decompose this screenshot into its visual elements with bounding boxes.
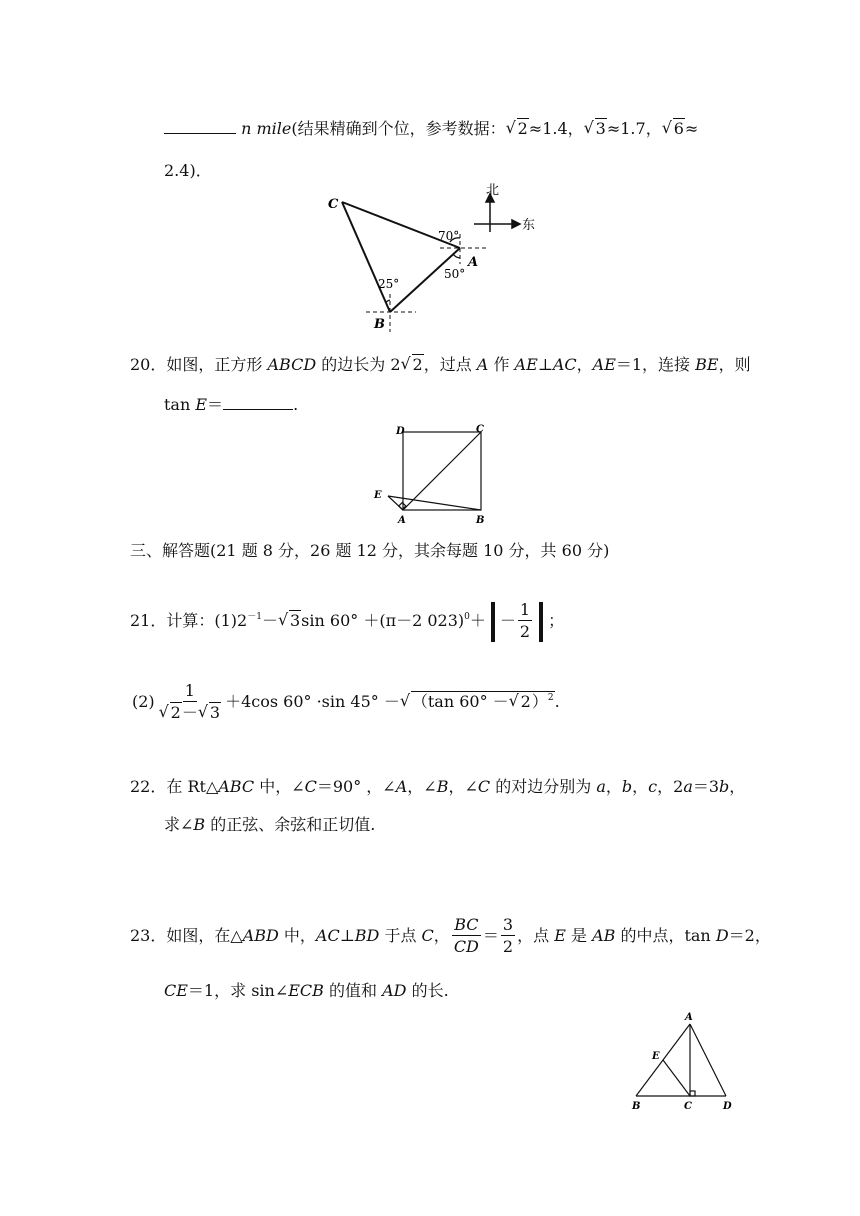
q21-part1: 21．计算：$(1)2^{-1}-$ √ 3sin 60° ＋(π－2 023)$^0$＋ － $\frac{1}{2}$ ； <box>130 600 565 641</box>
var-abcd: ABCD <box>267 355 317 374</box>
q20-number: 20． <box>130 355 167 374</box>
sqrt-3: √ 3 <box>583 118 606 138</box>
q22-line1: 22．在 Rt△ABC 中，∠C＝90° ，∠A，∠B，∠C 的对边分别为 a，b，c，2a＝3b， <box>130 777 746 796</box>
segment-ce <box>663 1060 690 1096</box>
q19-figure <box>320 182 540 332</box>
sqrt-2: √ 2 <box>505 118 528 138</box>
label-c: C <box>328 197 339 212</box>
angle-25: 25° <box>378 277 400 291</box>
label-b: B <box>374 317 385 332</box>
ref1-value: ≈1.4， <box>528 119 584 138</box>
unit-text: n mile <box>241 119 292 138</box>
q22-line2: 求∠B 的正弦、余弦和正切值. <box>164 815 376 834</box>
q21-part2: (2) 1 √ 2－ √ 3 ＋4cos 60° ·sin 45° － √ （tan 60° － √ 2）$^2$. <box>132 681 560 722</box>
east-label: 东 <box>522 218 536 233</box>
fraction-reciprocal: 1 √ 2－ √ 3 <box>158 681 221 722</box>
q19-answer-line <box>164 118 698 140</box>
answer-blank <box>164 119 236 134</box>
q23-line2: CE＝1，求 sin∠ECB 的值和 AD 的长. <box>164 981 449 1000</box>
abs-bar-right <box>539 602 543 642</box>
answer-blank <box>223 395 293 410</box>
q19-answer-line2: 2.4)． <box>164 161 212 180</box>
sqrt-expression: √ （tan 60° － √ 2）$^2$ <box>399 691 554 711</box>
sqrt-6: √ 6 <box>661 118 684 138</box>
q22-number: 22． <box>130 777 167 796</box>
angle-50: 50° <box>444 267 466 281</box>
label-b: B <box>476 515 485 526</box>
q20-line1: 20．如图，正方形 ABCD 的边长为 2 √ 2，过点 A 作 AE⊥AC，AE＝1，连接 BE，则 <box>130 354 751 374</box>
sqrt-2: √ 2 <box>400 354 423 374</box>
label-d: D <box>396 426 405 437</box>
sqrt-3: √ 3 <box>277 610 301 630</box>
ref3-value: ≈ <box>684 119 699 138</box>
q23-figure <box>626 1008 746 1116</box>
north-label: 北 <box>486 183 500 198</box>
segment-ad <box>690 1024 726 1096</box>
label-a: A <box>468 255 479 270</box>
q20-figure <box>366 420 496 530</box>
label-e: E <box>374 490 382 501</box>
label-b: B <box>632 1101 641 1112</box>
ref2-value: ≈1.7， <box>606 119 662 138</box>
label-a: A <box>685 1012 693 1023</box>
label-c: C <box>684 1101 692 1112</box>
label-c: C <box>476 424 484 435</box>
label-a: A <box>398 515 406 526</box>
abs-bar-left <box>491 602 495 642</box>
q23-line1: 23．如图，在△ABD 中，AC⊥BD 于点 C， $\frac{BC}{CD}$ ＝ $\frac{3}{2}$ ，点 E 是 AB 的中点，tan D＝2， <box>130 915 771 956</box>
label-e: E <box>652 1051 660 1062</box>
section-title: 三、解答题(21 题 8 分，26 题 12 分，其余每题 10 分，共 60 分) <box>130 541 610 560</box>
fraction-half: $\frac{1}{2}$ <box>519 600 531 641</box>
q20-line2: tan E＝ . <box>164 395 299 414</box>
label-d: D <box>723 1101 732 1112</box>
q23-number: 23． <box>130 926 167 945</box>
fraction-3-2: $\frac{3}{2}$ <box>502 915 514 956</box>
q21-number: 21． <box>130 611 167 630</box>
fraction-bc-cd: $\frac{BC}{CD}$ <box>453 915 479 956</box>
note-text: (结果精确到个位，参考数据： <box>291 119 506 138</box>
angle-70: 70° <box>438 229 460 243</box>
diagonal-ac <box>403 432 481 510</box>
